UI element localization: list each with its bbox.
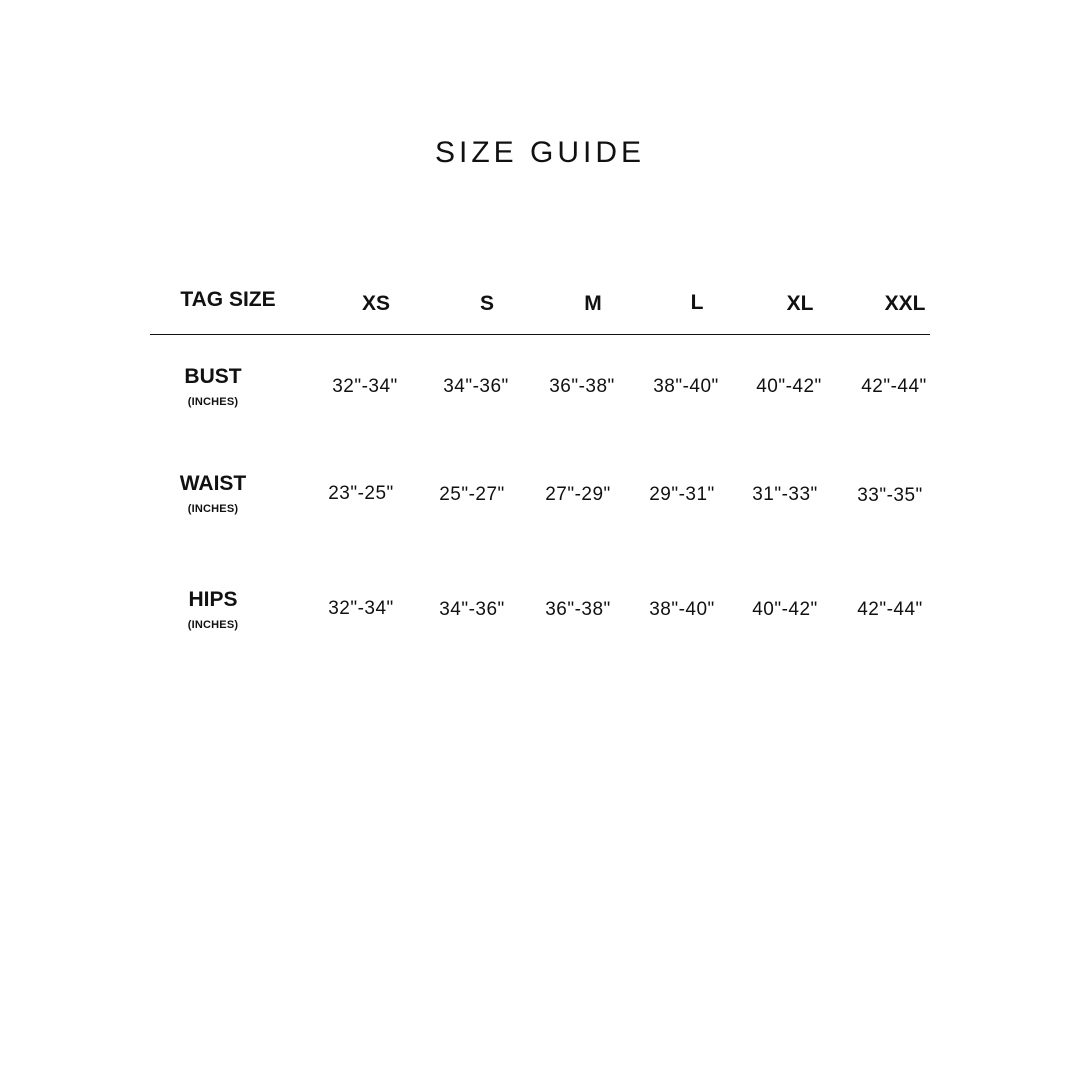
table-cell: 23"-25" [328, 483, 394, 504]
header-size-s: S [479, 292, 495, 315]
table-cell: 42"-44" [857, 599, 923, 620]
table-cell: 25"-27" [439, 484, 505, 505]
row-label-hips [188, 587, 239, 633]
table-cell: 38"-40" [653, 376, 719, 397]
row-label-text: BUST [184, 365, 242, 388]
row-label-text: HIPS [188, 588, 238, 611]
header-size-m: M [584, 292, 602, 315]
table-cell: 36"-38" [549, 376, 615, 397]
header-size-l: L [690, 291, 704, 314]
row-label-text: WAIST [179, 472, 247, 495]
header-size-xxl: XXL [884, 292, 926, 315]
table-cell: 31"-33" [752, 484, 818, 505]
table-cell: 42"-44" [861, 376, 927, 397]
table-cell: 34"-36" [443, 376, 509, 397]
table-cell: 29"-31" [649, 484, 715, 505]
page-title: SIZE GUIDE [434, 136, 646, 169]
table-cell: 34"-36" [439, 599, 505, 620]
table-cell: 40"-42" [756, 376, 822, 397]
table-cell: 32"-34" [328, 598, 394, 619]
header-size-xl: XL [786, 292, 814, 315]
row-unit-text: (INCHES) [187, 619, 239, 631]
table-cell: 36"-38" [545, 599, 611, 620]
table-cell: 32"-34" [332, 376, 398, 397]
header-tag-size: TAG SIZE [180, 288, 276, 311]
row-label-waist [180, 471, 247, 517]
row-label-bust [184, 364, 241, 410]
header-divider [150, 334, 930, 335]
header-size-xs: XS [361, 292, 391, 315]
table-cell: 33"-35" [857, 485, 923, 506]
row-unit-text: (INCHES) [187, 396, 239, 408]
table-cell: 27"-29" [545, 484, 611, 505]
row-unit-text: (INCHES) [187, 503, 239, 515]
table-cell: 38"-40" [649, 599, 715, 620]
table-cell: 40"-42" [752, 599, 818, 620]
